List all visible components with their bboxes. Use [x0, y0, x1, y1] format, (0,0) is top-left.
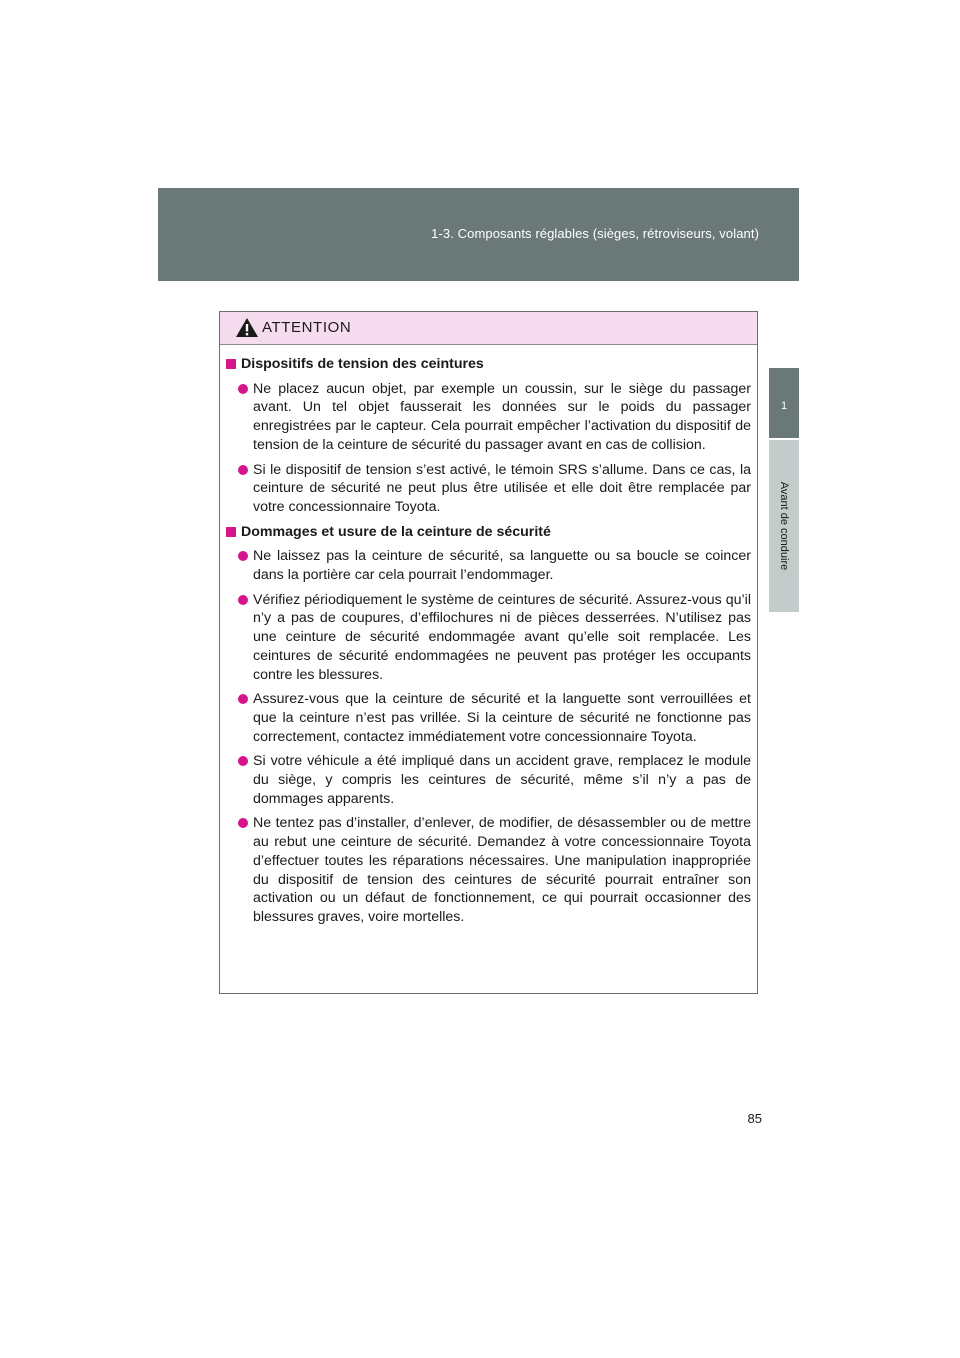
- warning-body: [220, 345, 757, 927]
- warning-triangle-icon: [235, 317, 259, 338]
- warning-title: ATTENTION: [262, 319, 352, 336]
- list-item-text: Ne placez aucun objet, par exemple un coussin, sur le siège du passager avant. Un tel objet fausserait les données sur le poids du passager enregistrées par le capteur. Cela pourrait empêcher l’activation du dispositif de tension de la ceinture de sécurité du passager avant en cas de collision.: [253, 380, 751, 453]
- list-item: [226, 752, 751, 808]
- warning-section: [226, 523, 751, 927]
- square-bullet-icon: [226, 527, 236, 537]
- section-heading-text: Dommages et usure de la ceinture de sécurité: [241, 523, 551, 540]
- section-title: 1-3. Composants réglables (sièges, rétroviseurs, volant): [431, 226, 759, 241]
- warning-box: [219, 311, 758, 994]
- chapter-tab-number: [769, 368, 799, 438]
- section-header-band: [158, 188, 799, 281]
- warning-section: [226, 355, 751, 517]
- list-item: [226, 690, 751, 746]
- list-item: [226, 380, 751, 455]
- section-heading: [226, 523, 751, 542]
- round-bullet-icon: [238, 756, 248, 766]
- chapter-number: 1: [780, 400, 788, 412]
- list-item: [226, 547, 751, 584]
- list-item: [226, 591, 751, 685]
- round-bullet-icon: [238, 818, 248, 828]
- round-bullet-icon: [238, 551, 248, 561]
- list-item-text: Si votre véhicule a été impliqué dans un accident grave, remplacez le module du siège, y compris les ceintures de sécurité, même s’il n’y a pas de dommages apparents.: [253, 753, 751, 807]
- section-heading: [226, 355, 751, 374]
- page-number: 85: [747, 1111, 762, 1126]
- round-bullet-icon: [238, 384, 248, 394]
- round-bullet-icon: [238, 694, 248, 704]
- list-item: [226, 461, 751, 517]
- round-bullet-icon: [238, 595, 248, 605]
- chapter-label: Avant de conduire: [778, 481, 790, 571]
- section-heading-text: Dispositifs de tension des ceintures: [241, 356, 484, 372]
- chapter-tab-label: [769, 440, 799, 612]
- round-bullet-icon: [238, 465, 248, 475]
- square-bullet-icon: [226, 359, 236, 369]
- list-item-text: Ne tentez pas d’installer, d’enlever, de modifier, de désassembler ou de mettre au rebut une ceinture de sécurité. Demandez à votre concessionnaire Toyota d’effectuer toutes les réparations nécessaires. Une manipulation inappropriée du dispositif de tension des ceintures de sécurité pourrait entraîner son activation ou un défaut de fonctionnement, ce qui pourrait occasionner des blessures graves, voire mortelles.: [253, 815, 751, 925]
- list-item-text: Vérifiez périodiquement le système de ceintures de sécurité. Assurez-vous qu’il n’y a pas de coupures, d’effilochures ni de pièces desserrées. N’utilisez pas une ceinture de sécurité endommagée avant qu’elle soit remplacée. Les ceintures de sécurité endommagées ne peuvent pas protéger les occupants contre les blessures.: [253, 591, 751, 683]
- list-item-text: Assurez-vous que la ceinture de sécurité et la languette sont verrouillées et que la ceinture n’est pas vrillée. Si la ceinture de sécurité ne fonctionne pas correctement, contactez immédiatement votre concessionnaire Toyota.: [253, 691, 751, 745]
- list-item-text: Si le dispositif de tension s’est activé, le témoin SRS s’allume. Dans ce cas, la ceinture de sécurité ne peut plus être utilisée et elle doit être remplacée par votre concessionnaire Toyota.: [253, 461, 751, 515]
- warning-header: [220, 312, 757, 345]
- list-item-text: Ne laissez pas la ceinture de sécurité, sa languette ou sa boucle se coincer dans la portière car cela pourrait l’endommager.: [253, 548, 751, 584]
- list-item: [226, 814, 751, 926]
